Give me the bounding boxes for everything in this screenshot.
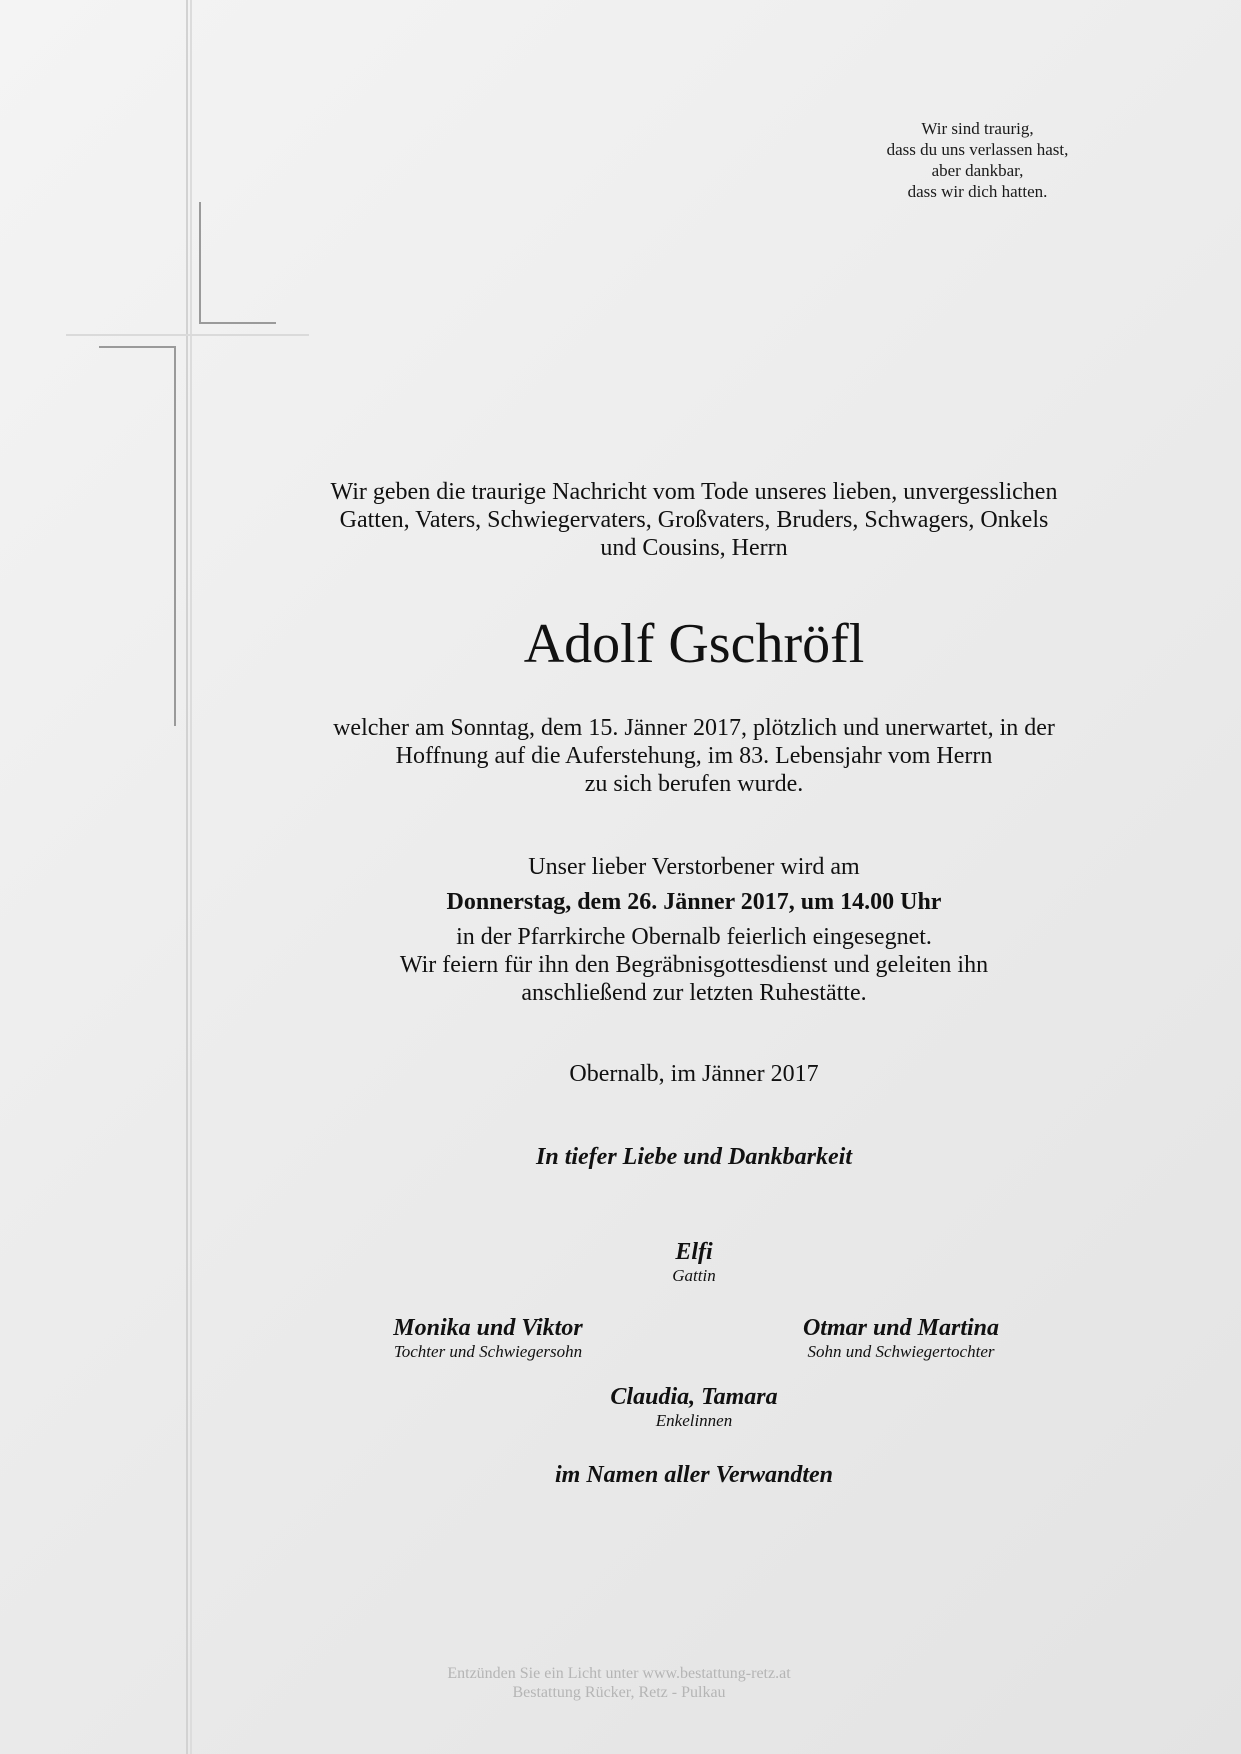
intro-line: Wir geben die traurige Nachricht vom Tode unseres lieben, unvergesslichen — [330, 479, 1058, 505]
motto-line: Wir sind traurig, — [921, 119, 1034, 138]
mourner-role: Enkelinnen — [655, 1411, 733, 1430]
footer — [394, 1664, 844, 1702]
death-notice-paragraph — [294, 714, 1094, 798]
mourner-name: Claudia, Tamara — [610, 1384, 778, 1410]
mourner-role: Sohn und Schwiegertochter — [807, 1342, 995, 1361]
funeral-line: anschließend zur letzten Ruhestätte. — [521, 980, 867, 1006]
mourner-grandchildren — [544, 1383, 844, 1431]
mourner-name: Otmar und Martina — [802, 1315, 1000, 1341]
motto-quote — [820, 118, 1135, 202]
funeral-line: Wir feiern für ihn den Begräbnisgottesdienst und geleiten ihn — [399, 952, 989, 978]
death-notice-line: zu sich berufen wurde. — [584, 771, 804, 797]
deceased-name: Adolf Gschröfl — [523, 613, 865, 675]
mourner-name: Elfi — [675, 1239, 713, 1265]
motto-line: dass wir dich hatten. — [907, 182, 1048, 201]
place-date: Obernalb, im Jänner 2017 — [569, 1061, 819, 1087]
intro-line: und Cousins, Herrn — [600, 535, 788, 561]
cross-icon — [0, 0, 320, 760]
footer-company: Bestattung Rücker, Retz - Pulkau — [512, 1684, 726, 1701]
mourner-role: Gattin — [672, 1266, 716, 1285]
mourner-right — [751, 1314, 1051, 1362]
motto-line: dass du uns verlassen hast, — [886, 140, 1069, 159]
closing-line: In tiefer Liebe und Dankbarkeit — [536, 1144, 852, 1170]
footer-link-text: Entzünden Sie ein Licht unter www.bestattung-retz.at — [447, 1665, 791, 1682]
mourner-left — [338, 1314, 638, 1362]
mourner-role: Tochter und Schwiegersohn — [393, 1342, 583, 1361]
mourner-name: Monika und Viktor — [393, 1315, 583, 1341]
death-notice-line: welcher am Sonntag, dem 15. Jänner 2017, plötzlich und unerwartet, in der — [333, 715, 1055, 741]
motto-line: aber dankbar, — [931, 161, 1024, 180]
mourner-spouse — [594, 1238, 794, 1286]
funeral-datetime: Donnerstag, dem 26. Jänner 2017, um 14.00 Uhr — [446, 889, 942, 915]
intro-line: Gatten, Vaters, Schwiegervaters, Großvaters, Bruders, Schwagers, Onkels — [339, 507, 1049, 533]
death-notice-line: Hoffnung auf die Auferstehung, im 83. Lebensjahr vom Herrn — [395, 743, 993, 769]
funeral-line: in der Pfarrkirche Obernalb feierlich eingesegnet. — [456, 924, 932, 950]
funeral-intro: Unser lieber Verstorbener wird am — [528, 854, 860, 880]
funeral-paragraph — [294, 923, 1094, 1007]
intro-paragraph — [294, 478, 1094, 562]
relatives-line: im Namen aller Verwandten — [554, 1462, 834, 1488]
